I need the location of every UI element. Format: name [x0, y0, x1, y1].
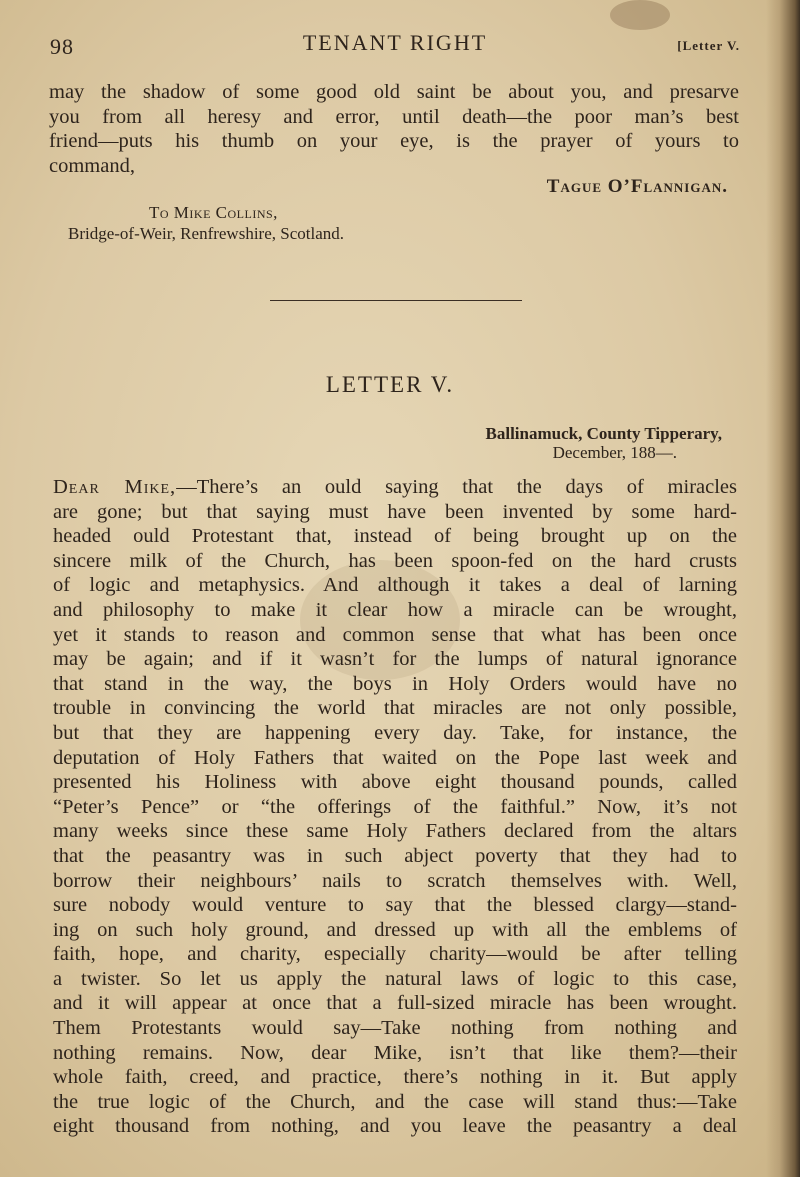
text-line: sure nobody would venture to say that the blessed clargy—stand-	[53, 894, 737, 917]
text-line: nothing remains. Now, dear Mike, isn’t that like them?—their	[53, 1041, 737, 1064]
signature: Tague O’Flannigan.	[546, 176, 728, 197]
intro-paragraph	[49, 80, 739, 178]
text-line: you from all heresy and error, until death—the poor man’s best	[49, 105, 739, 128]
text-line: a twister. So let us apply the natural laws of logic to this case,	[53, 967, 737, 990]
page-number: 98	[50, 34, 74, 59]
text-line: the true logic of the Church, and the case will stand thus:—Take	[53, 1090, 737, 1113]
address-place: Bridge-of-Weir, Renfrewshire, Scotland.	[68, 224, 345, 243]
book-spine-shadow	[766, 0, 800, 1177]
dateline-date: December, 188—.	[552, 443, 677, 462]
letter-heading: LETTER V.	[325, 372, 455, 397]
text-line: eight thousand from nothing, and you leave the peasantry a deal	[53, 1115, 737, 1138]
letter-body	[53, 475, 737, 1139]
text-line: friend—puts his thumb on your eye, is the prayer of yours to	[49, 130, 739, 153]
running-head	[50, 30, 740, 60]
salutation: Dear Mike,	[53, 476, 177, 498]
text-line: trouble in convincing the world that miracles are not only possible,	[53, 697, 737, 720]
book-title: TENANT RIGHT	[302, 30, 488, 55]
text-line: Dear Mike,—There’s an ould saying that the days of miracles	[53, 476, 737, 498]
address-recipient: To Mike Collins,	[149, 203, 278, 222]
text-line: that the peasantry was in such abject poverty that they had to	[53, 844, 737, 867]
text-line: and philosophy to make it clear how a miracle can be wrought,	[53, 598, 737, 621]
text-line: but that they are happening every day. Take, for instance, the	[53, 721, 737, 744]
text-line: of logic and metaphysics. And although it takes a deal of larning	[53, 574, 737, 597]
text-line: deputation of Holy Fathers that waited on the Pope last week and	[53, 746, 737, 769]
text-line: that stand in the way, the boys in Holy Orders would have no	[53, 672, 737, 695]
text-line: yet it stands to reason and common sense that what has been once	[53, 623, 737, 646]
text-line: command,	[49, 154, 135, 177]
section-divider	[270, 300, 522, 301]
text-line: are gone; but that saying must have been invented by some hard-	[53, 500, 737, 523]
text-line: faith, hope, and charity, especially charity—would be after telling	[53, 943, 737, 966]
text-line: many weeks since these same Holy Fathers declared from the altars	[53, 820, 737, 843]
text-line: Them Protestants would say—Take nothing from nothing and	[53, 1017, 737, 1040]
paper-stain	[610, 0, 670, 30]
text-line: whole faith, creed, and practice, there’s nothing in it. But apply	[53, 1066, 737, 1089]
dateline-place: Ballinamuck, County Tipperary,	[485, 424, 722, 443]
text-line: headed ould Protestant that, instead of being brought up on the	[53, 525, 737, 548]
text-line: ing on such holy ground, and dressed up with all the emblems of	[53, 918, 737, 941]
text-line: may be again; and if it wasn’t for the lumps of natural ignorance	[53, 648, 737, 671]
text-line: borrow their neighbours’ nails to scratch themselves with. Well,	[53, 869, 737, 892]
text-line: “Peter’s Pence” or “the offerings of the faithful.” Now, it’s not	[53, 795, 737, 818]
letter-reference: [Letter V.	[677, 38, 740, 53]
text-line: and it will appear at once that a full-sized miracle has been wrought.	[53, 992, 737, 1015]
text-line: presented his Holiness with above eight thousand pounds, called	[53, 771, 737, 794]
text-line: may the shadow of some good old saint be about you, and presarve	[49, 81, 739, 103]
text-line: sincere milk of the Church, has been spoon-fed on the hard crusts	[53, 549, 737, 572]
